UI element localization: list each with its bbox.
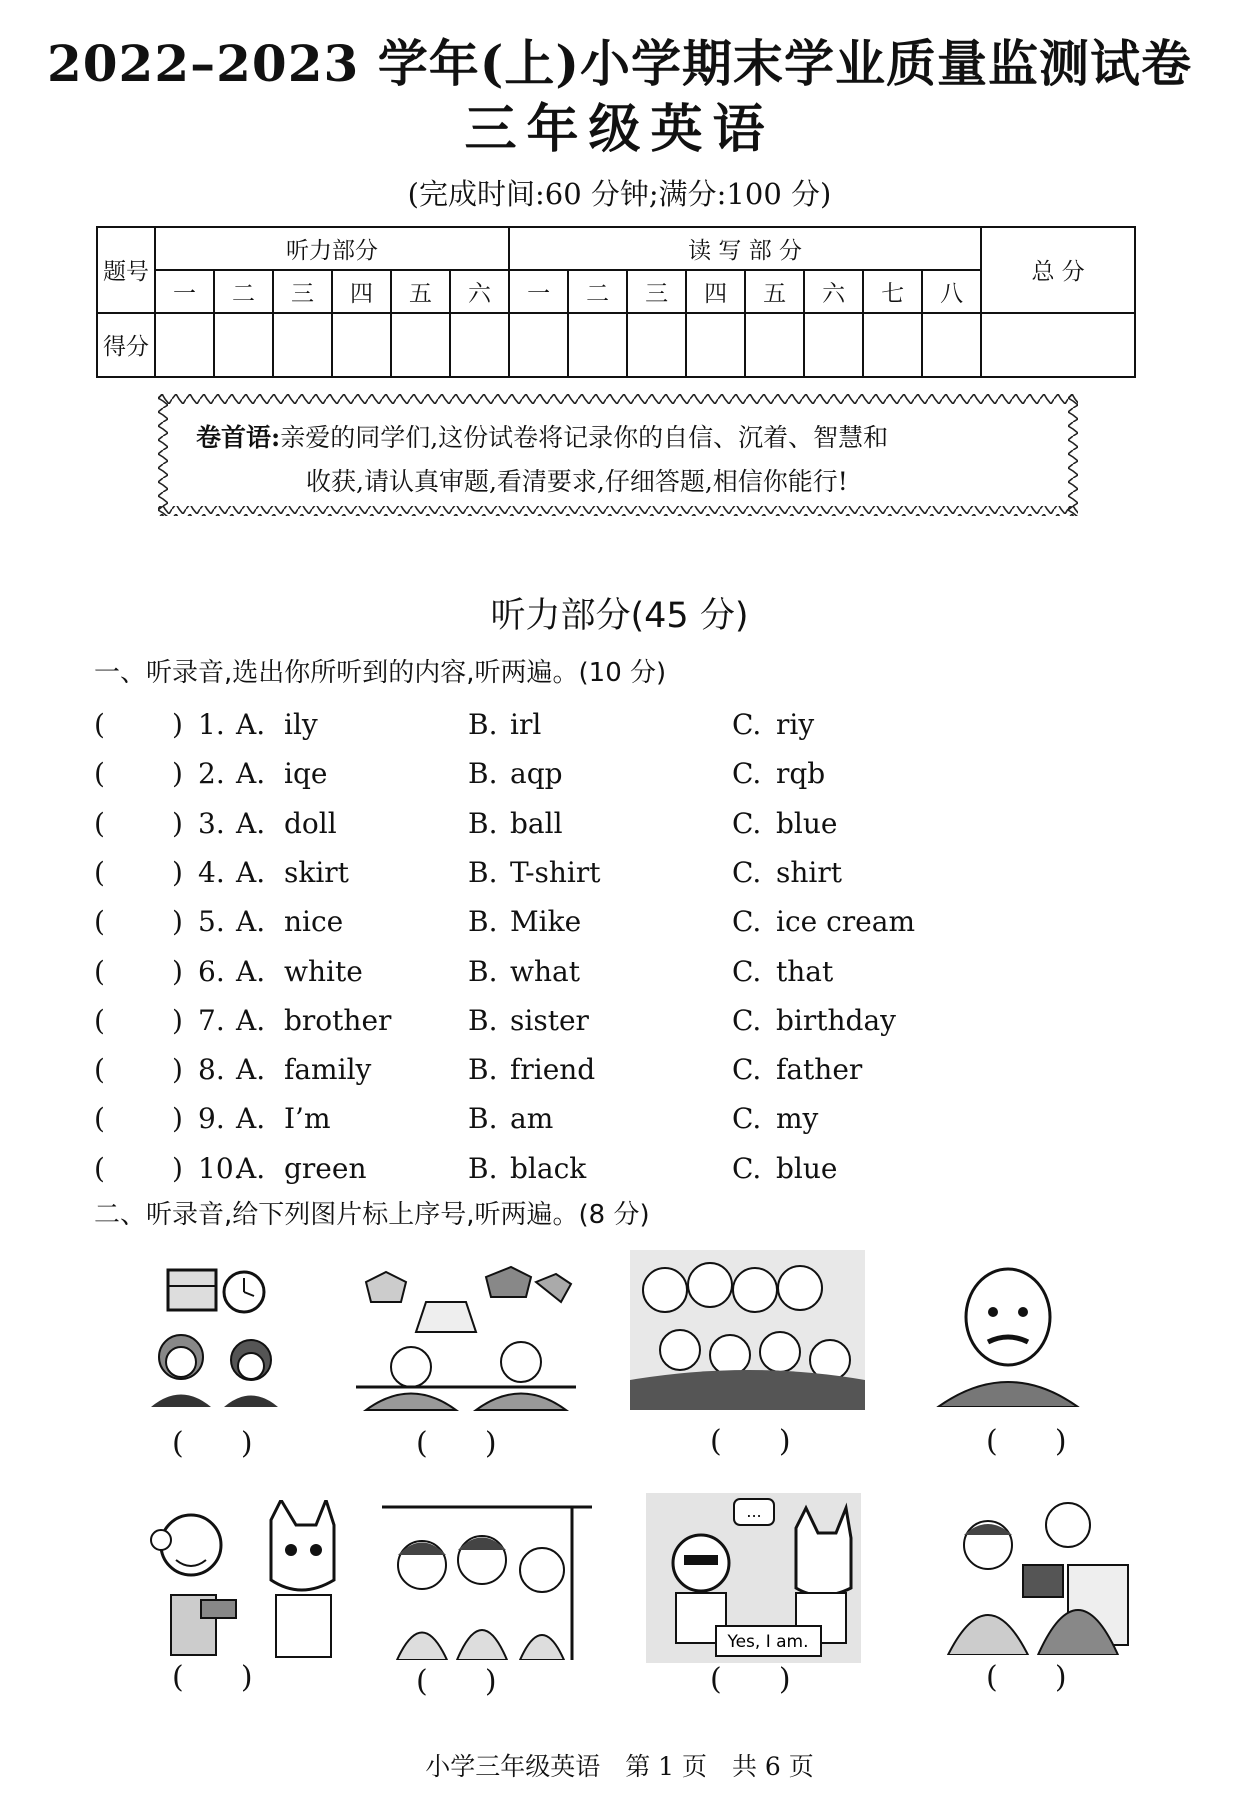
option-a-text: family [284,1053,372,1087]
question-row [94,1050,1144,1090]
score-col-reading: 八 [922,270,981,313]
question-number: 4. [198,855,225,889]
answer-paren-close[interactable]: ) [172,855,183,889]
question-number: 2. [198,757,225,791]
question-row [94,1001,1144,1041]
score-cell[interactable] [155,313,214,377]
option-a-label: A. [236,757,266,791]
option-a-label: A. [236,1003,266,1037]
option-b-label: B. [468,708,498,741]
option-c-text: rqb [776,757,826,791]
page-footer: 小学三年级英语 第 1 页 共 6 页 [425,1752,814,1781]
answer-paren-close[interactable]: ) [172,905,183,939]
question-number: 6. [198,954,225,988]
option-c-text: ice cream [776,905,915,939]
option-b-label: B. [468,757,498,791]
question-row [94,804,1144,844]
option-c-label: C. [732,1053,762,1087]
answer-paren-close[interactable]: ) [172,757,183,791]
score-cell[interactable] [627,313,686,377]
score-table-tihao: 题号 [97,227,155,313]
picture-answer-blank[interactable]: ( ) [986,1424,1067,1459]
score-cell[interactable] [273,313,332,377]
score-cell[interactable] [745,313,804,377]
option-c-label: C. [732,954,762,988]
score-col-listening: 五 [391,270,450,313]
score-cell[interactable] [332,313,391,377]
picture-grandfather [928,1262,1088,1407]
option-b-text: Mike [510,905,582,939]
option-b-label: B. [468,1053,498,1087]
option-c-label: C. [732,708,762,741]
picture-answer-blank[interactable]: ( ) [416,1664,497,1699]
score-col-reading: 一 [509,270,568,313]
option-c-label: C. [732,905,762,939]
question-number: 5. [198,905,225,939]
question-number: 1. [198,708,225,741]
q1-heading: 一、听录音,选出你所听到的内容,听两遍。(10 分) [94,658,667,688]
picture-answer-blank[interactable]: ( ) [710,1662,791,1697]
answer-paren-close[interactable]: ) [172,1102,183,1136]
option-a-text: nice [284,905,344,939]
answer-paren-open[interactable]: ( [94,708,105,741]
option-a-text: white [284,954,363,988]
picture-clothes-shop [356,1262,576,1412]
section-title: 听力部分(45 分) [490,596,749,636]
question-row [94,1149,1144,1189]
score-col-reading: 四 [686,270,745,313]
score-col-listening: 一 [155,270,214,313]
option-c-text: blue [776,1151,838,1185]
score-col-reading: 七 [863,270,922,313]
option-b-label: B. [468,1102,498,1136]
answer-paren-open[interactable]: ( [94,1053,105,1087]
score-col-reading: 三 [627,270,686,313]
option-b-text: sister [510,1003,589,1037]
option-c-label: C. [732,855,762,889]
option-b-text: friend [510,1053,596,1087]
picture-answer-blank[interactable]: ( ) [986,1660,1067,1695]
score-cell[interactable] [450,313,509,377]
score-table-defen: 得分 [97,313,155,377]
option-a-label: A. [236,708,266,741]
notice-text [196,416,1046,504]
option-b-label: B. [468,905,498,939]
score-col-listening: 六 [450,270,509,313]
answer-paren-open[interactable]: ( [94,757,105,791]
score-col-reading: 五 [745,270,804,313]
option-b-text: am [510,1102,554,1136]
score-col-listening: 四 [332,270,391,313]
option-c-text: shirt [776,855,842,889]
notice-box [158,394,1078,516]
question-number: 3. [198,806,225,840]
score-cell[interactable] [863,313,922,377]
option-a-text: ily [284,708,318,741]
option-b-text: what [510,954,580,988]
answer-paren-open[interactable]: ( [94,1102,105,1136]
question-number: 8. [198,1053,225,1087]
score-cell[interactable] [214,313,273,377]
option-c-text: riy [776,708,815,741]
option-c-text: that [776,954,834,988]
option-b-text: aqp [510,757,563,791]
option-c-label: C. [732,1151,762,1185]
score-cell-total[interactable] [981,313,1135,377]
score-cell[interactable] [686,313,745,377]
score-col-listening: 二 [214,270,273,313]
exam-title: 2022–2023 学年(上)小学期末学业质量监测试卷 [46,34,1193,93]
answer-paren-open[interactable]: ( [94,806,105,840]
option-b-label: B. [468,954,498,988]
option-c-text: blue [776,806,838,840]
picture-answer-blank[interactable]: ( ) [172,1426,253,1461]
exam-subject: 三年级英语 [464,99,775,160]
option-a-label: A. [236,1102,266,1136]
question-number: 9. [198,1102,225,1136]
notice-label: 卷首语: [196,423,281,452]
picture-answer-blank[interactable]: ( ) [172,1660,253,1695]
answer-paren-close[interactable]: ) [172,1003,183,1037]
question-row [94,952,1144,992]
notice-line2: 收获,请认真审题,看清要求,仔细答题,相信你能行! [306,467,848,496]
option-a-label: A. [236,855,266,889]
option-a-text: brother [284,1003,392,1037]
option-c-label: C. [732,1003,762,1037]
question-row [94,853,1144,893]
answer-paren-close[interactable]: ) [172,1053,183,1087]
picture-family-group [630,1250,865,1410]
option-b-text: irl [510,708,542,741]
score-cell[interactable] [568,313,627,377]
answer-paren-open[interactable]: ( [94,905,105,939]
answer-paren-open[interactable]: ( [94,1003,105,1037]
option-a-text: doll [284,806,337,840]
question-row [94,1099,1144,1139]
score-cell[interactable] [509,313,568,377]
option-a-text: skirt [284,855,349,889]
option-c-text: my [776,1102,819,1136]
option-c-label: C. [732,806,762,840]
option-c-text: father [776,1053,863,1087]
picture-gift-giving [928,1495,1133,1655]
caption-text: Yes, I am. [727,1632,809,1652]
question-row [94,902,1144,942]
picture-classroom-clock [146,1262,286,1412]
option-b-label: B. [468,806,498,840]
picture-monkey-cat [146,1500,341,1660]
option-b-label: B. [468,1151,498,1185]
option-b-label: B. [468,855,498,889]
option-a-label: A. [236,1151,266,1185]
option-b-label: B. [468,1003,498,1037]
answer-paren-close[interactable]: ) [172,1151,183,1185]
question-number: 7. [198,1003,225,1037]
question-number: 10. [198,1151,243,1185]
question-row [94,754,1144,794]
option-a-label: A. [236,1053,266,1087]
picture-answer-blank[interactable]: ( ) [416,1426,497,1461]
score-cell[interactable] [391,313,450,377]
answer-paren-close[interactable]: ) [172,954,183,988]
option-a-text: green [284,1151,367,1185]
option-c-text: birthday [776,1003,896,1037]
answer-paren-open[interactable]: ( [94,855,105,889]
picture-mouse-cat-dialogue [646,1493,861,1663]
answer-paren-open[interactable]: ( [94,1151,105,1185]
speech-bubble-text: ... [746,1502,762,1521]
answer-paren-open[interactable]: ( [94,954,105,988]
option-b-text: ball [510,806,563,840]
score-col-listening: 三 [273,270,332,313]
option-c-label: C. [732,1102,762,1136]
score-col-reading: 二 [568,270,627,313]
notice-line1: 亲爱的同学们,这份试卷将记录你的自信、沉着、智慧和 [280,423,889,452]
score-table-reading-header: 读 写 部 分 [509,227,981,270]
score-table-total-header: 总 分 [981,227,1135,313]
q2-heading: 二、听录音,给下列图片标上序号,听两遍。(8 分) [94,1200,650,1230]
score-cell[interactable] [922,313,981,377]
answer-paren-close[interactable]: ) [172,806,183,840]
question-row [94,705,1144,745]
picture-answer-blank[interactable]: ( ) [710,1424,791,1459]
option-a-text: iqe [284,757,328,791]
option-a-label: A. [236,806,266,840]
option-c-label: C. [732,757,762,791]
picture-three-girls [382,1495,592,1660]
score-table [96,226,1136,378]
option-a-label: A. [236,954,266,988]
option-b-text: black [510,1151,587,1185]
exam-info: (完成时间:60 分钟;满分:100 分) [407,177,832,211]
answer-paren-close[interactable]: ) [172,708,183,741]
score-cell[interactable] [804,313,863,377]
option-a-label: A. [236,905,266,939]
score-col-reading: 六 [804,270,863,313]
score-table-listening-header: 听力部分 [155,227,509,270]
option-b-text: T-shirt [510,855,601,889]
option-a-text: I’m [284,1102,331,1136]
